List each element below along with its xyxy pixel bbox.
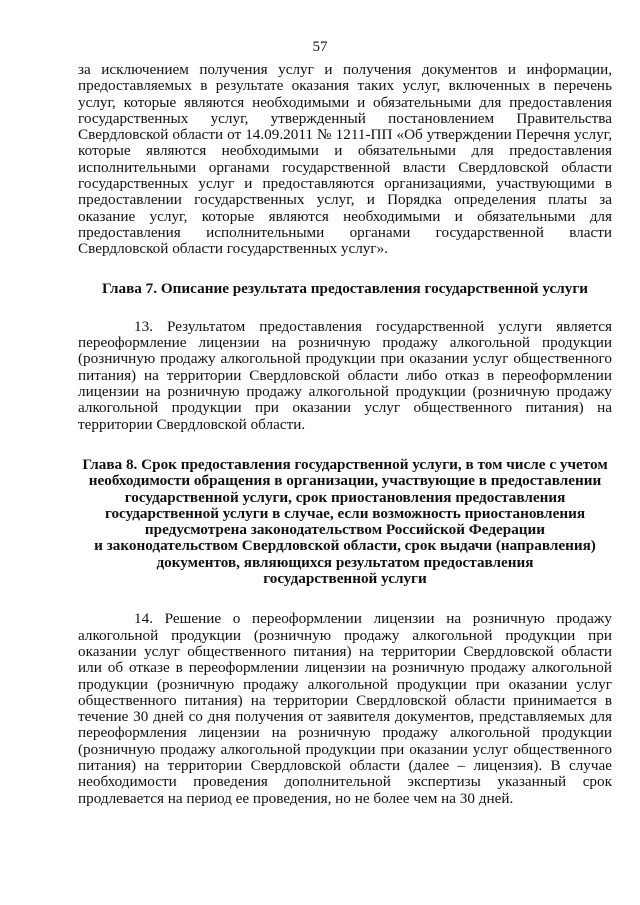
chapter-7-heading: Глава 7. Описание результата предоставления государственной услуги bbox=[102, 279, 588, 297]
chapter-8-heading-line: необходимости обращения в организации, участвующие в предоставлении bbox=[88, 472, 602, 490]
chapter-8-heading-line: документов, являющихся результатом предоставления bbox=[156, 553, 534, 571]
paragraph-13: 13. Результатом предоставления государственной услуги является переоформление лицензии на розничную продажу алкогольной продукции (розничную продажу алкогольной продукции при оказании услуг общественного питания) на территории Свердловской области либо отказ в переоформлении лицензии на розничную продажу алкогольной продукции (розничную продажу алкогольной продукции при оказании услуг общественного питания) на территории Свердловской области. bbox=[78, 317, 612, 433]
page-number: 57 bbox=[312, 39, 328, 55]
paragraph-14: 14. Решение о переоформлении лицензии на розничную продажу алкогольной продукции (розничную продажу алкогольной продукции при оказании услуг общественного питания) на территории Свердловской области или об отказе в переоформлении лицензии на розничную продажу алкогольной продукции (розничную продажу алкогольной продукции при оказании услуг общественного питания) на территории Свердловской области принимается в течение 30 дней со дня получения от заявителя документов, представляемых для переоформления лицензии на розничную продажу алкогольной продукции (розничную продажу алкогольной продукции при оказании услуг общественного питания) на территории Свердловской области (далее – лицензия). В случае необходимости проведения дополнительной экспертизы указанный срок продлевается на период ее проведения, но не более чем на 30 дней. bbox=[78, 610, 612, 807]
chapter-8-heading-line: и законодательством Свердловской области, срок выдачи (направления) bbox=[94, 537, 596, 555]
chapter-8-heading-line: государственной услуги в случае, если возможность приостановления bbox=[104, 504, 586, 522]
chapter-8-heading-line: государственной услуги, срок приостановления предоставления bbox=[124, 488, 566, 506]
chapter-8-heading-line: Глава 8. Срок предоставления государственной услуги, в том числе с учетом bbox=[82, 455, 608, 473]
chapter-8-heading bbox=[78, 457, 612, 587]
continuation-paragraph: за исключением получения услуг и получения документов и информации, предоставляемых в результате оказания таких услуг, включенных в перечень услуг, которые являются необходимыми и обязательными для предоставления государственных услуг, утвержденный постановлением Правительства Свердловской области от 14.09.2011 № 1211-ПП «Об утверждении Перечня услуг, которые являются необходимыми и обязательными для предоставления исполнительными органами государственной власти Свердловской области государственных услуг и предоставляются организациями, участвующими в предоставлении государственных услуг, и Порядка определения платы за оказание услуг, которые являются необходимыми и обязательными для предоставления исполнительными органами государственной власти Свердловской области государственных услуг». bbox=[78, 61, 612, 258]
chapter-8-heading-line: предусмотрена законодательством Российской Федерации bbox=[144, 521, 546, 539]
chapter-8-heading-line: государственной услуги bbox=[263, 570, 427, 588]
document-body bbox=[78, 62, 612, 807]
